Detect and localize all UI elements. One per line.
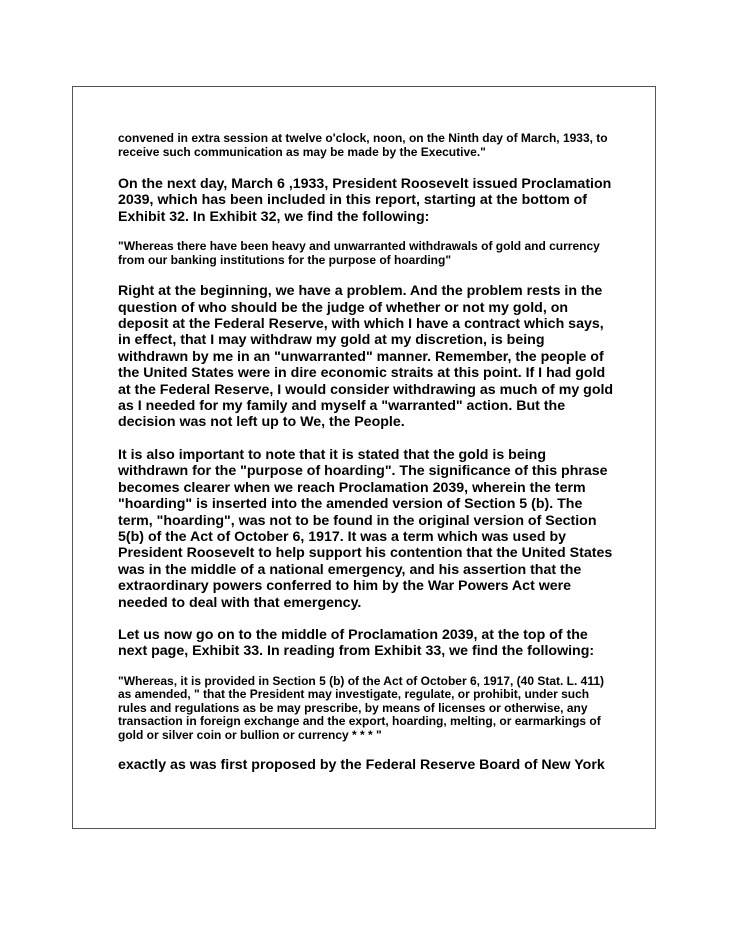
paragraph-quote-section-5b: "Whereas, it is provided in Section 5 (b) of the Act of October 6, 1917, (40 Stat. L. 411) as amended, " that the President may investigate, regulate, or prohibit, under such rules and regulations as be may prescribe, by means of licenses or otherwise, any transaction in foreign exchange and the export, hoarding, melting, or earmarkings of gold or silver coin or bullion or currency * * * " (118, 673, 605, 742)
paragraph-closing-line: exactly as was first proposed by the Federal Reserve Board of New York (118, 757, 605, 774)
paragraph-proclamation-intro: On the next day, March 6 ,1933, President Roosevelt issued Proclamation 2039, which has been included in this report, starting at the bottom of Exhibit 32. In Exhibit 32, we find the following: (118, 176, 612, 225)
paragraph-quote-hoarding: "Whereas there have been heavy and unwarranted withdrawals of gold and currency from our banking institutions for the purpose of hoarding" (118, 239, 600, 267)
paragraph-quote-continuation: convened in extra session at twelve o'clock, noon, on the Ninth day of March, 1933, to receive such communication as may be made by the Executive." (118, 131, 608, 159)
paragraph-hoarding-significance: It is also important to note that it is stated that the gold is being withdrawn for the "purpose of hoarding". The significance of this phrase becomes clearer when we reach Proclamation 2039, wherein the term "hoarding" is inserted into the amended version of Section 5 (b). The term, "hoarding", was not to be found in the original version of Section 5(b) of the Act of October 6, 1917. It was a term which was used by President Roosevelt to help support his contention that the United States was in the middle of a national emergency, and his assertion that the extraordinary powers conferred to him by the War Powers Act were needed to deal with that emergency. (118, 446, 613, 611)
paragraph-exhibit-33-intro: Let us now go on to the middle of Proclamation 2039, at the top of the next page, Exhibit 33. In reading from Exhibit 33, we find the following: (118, 626, 595, 660)
paragraph-problem: Right at the beginning, we have a problem. And the problem rests in the question of who should be the judge of whether or not my gold, on deposit at the Federal Reserve, with which I have a contract which says, in effect, that I may withdraw my gold at my discretion, is being withdrawn by me in an "unwarranted" manner. Remember, the people of the United States were in dire economic straits at this point. If I had gold at the Federal Reserve, I would consider withdrawing as much of my gold as I needed for my family and myself a "warranted" action. But the decision was not left up to We, the People. (118, 283, 614, 431)
document-body (118, 132, 618, 774)
